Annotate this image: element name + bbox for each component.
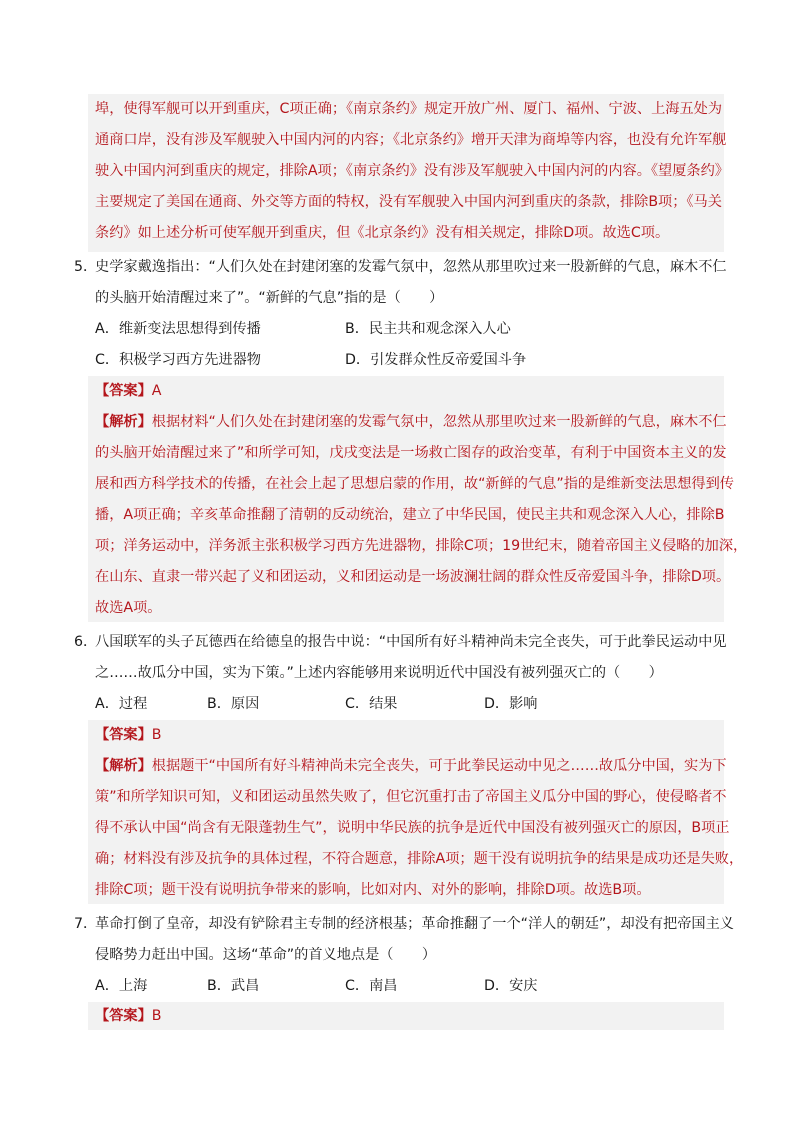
- analysis-line: 在山东、直隶一带兴起了义和团运动，义和团运动是一场波澜壮阔的群众性反帝爱国斗争，排除D项。: [95, 569, 731, 585]
- q4-analysis-line: 埠，使得军舰可以开到重庆，C项正确；《南京条约》规定开放广州、厦门、福州、宁波、上海五处为: [95, 101, 723, 117]
- option-a: A．过程: [95, 696, 148, 712]
- question-stem: 的头脑开始清醒过来了”。“新鲜的气息”指的是（ ）: [95, 290, 444, 306]
- option-c: C．结果: [345, 696, 398, 712]
- answer-value: A: [151, 383, 162, 399]
- analysis-text: 根据题干“中国所有好斗精神尚未完全丧失，可于此拳民运动中见之……故瓜分中国，实为下: [151, 758, 727, 774]
- analysis-line: 得不承认中国“尚含有无限蓬勃生气”，说明中华民族的抗争是近代中国没有被列强灭亡的原因，B项正: [95, 820, 730, 836]
- analysis-line: 项；洋务运动中，洋务派主张积极学习西方先进器物，排除C项；19世纪末，随着帝国主义侵略的加深，: [95, 538, 748, 554]
- option-a: A．上海: [95, 978, 148, 994]
- analysis-label: 【解析】: [95, 414, 152, 430]
- q6-answer-box: [88, 720, 724, 904]
- answer-label: 【答案】: [95, 727, 152, 743]
- answer-label: 【答案】: [95, 1008, 152, 1024]
- option-b: B．民主共和观念深入人心: [345, 321, 511, 337]
- answer-row: [95, 725, 162, 745]
- question-number: 7．: [74, 916, 98, 932]
- analysis-line: [95, 756, 727, 776]
- analysis-label: 【解析】: [95, 758, 152, 774]
- analysis-text: 根据材料“人们久处在封建闭塞的发霉气氛中，忽然从那里吹过来一股新鲜的气息，麻木不仁: [151, 414, 727, 430]
- option-d: D．引发群众性反帝爱国斗争: [345, 352, 527, 368]
- option-d: D．影响: [484, 696, 538, 712]
- option-b: B．原因: [207, 696, 260, 712]
- question-stem: 之……故瓜分中国，实为下策。”上述内容能够用来说明近代中国没有被列强灭亡的（ ）: [95, 665, 663, 681]
- option-b: B．武昌: [207, 978, 260, 994]
- q4-analysis-line: 条约》如上述分析可使军舰开到重庆，但《北京条约》没有相关规定，排除D项。故选C项。: [95, 225, 670, 241]
- question-stem: 八国联军的头子瓦德西在给德皇的报告中说：“中国所有好斗精神尚未完全丧失，可于此拳民运动中见: [95, 634, 727, 650]
- analysis-line: 策”和所学知识可知，义和团运动虽然失败了，但它沉重打击了帝国主义瓜分中国的野心，使侵略者不: [95, 789, 727, 805]
- option-c: C．南昌: [345, 978, 398, 994]
- question-number: 6．: [74, 634, 98, 650]
- analysis-line: 展和西方科学技术的传播，在社会上起了思想启蒙的作用，故“新鲜的气息”指的是维新变法思想得到传: [95, 476, 734, 492]
- answer-value: B: [151, 1008, 162, 1024]
- question-stem: 史学家戴逸指出：“人们久处在封建闭塞的发霉气氛中，忽然从那里吹过来一股新鲜的气息，麻木不仁: [95, 259, 727, 275]
- analysis-line: [95, 412, 727, 432]
- q4-analysis-line: 通商口岸，没有涉及军舰驶入中国内河的内容；《北京条约》增开天津为商埠等内容，也没有允许军舰: [95, 132, 727, 148]
- q4-analysis-line: 驶入中国内河到重庆的规定，排除A项；《南京条约》没有涉及军舰驶入中国内河的内容。《望厦条约》: [95, 163, 729, 179]
- option-d: D．安庆: [484, 978, 538, 994]
- option-a: A．维新变法思想得到传播: [95, 321, 261, 337]
- analysis-line: 排除C项；题干没有说明抗争带来的影响，比如对内、对外的影响，排除D项。故选B项。: [95, 882, 651, 898]
- analysis-line: 故选A项。: [95, 600, 162, 616]
- analysis-line: 播，A项正确；辛亥革命推翻了清朝的反动统治，建立了中华民国，使民主共和观念深入人心，排除B: [95, 507, 725, 523]
- option-c: C．积极学习西方先进器物: [95, 352, 261, 368]
- q7-answer-box: [88, 1002, 724, 1030]
- answer-value: B: [151, 727, 162, 743]
- question-stem: 革命打倒了皇帝，却没有铲除君主专制的经济根基；革命推翻了一个“洋人的朝廷”，却没有把帝国主义: [95, 916, 734, 932]
- analysis-line: 的头脑开始清醒过来了”和所学可知，戊戌变法是一场救亡图存的政治变革，有利于中国资本主义的发: [95, 445, 727, 461]
- answer-label: 【答案】: [95, 383, 152, 399]
- analysis-line: 确；材料没有涉及抗争的具体过程，不符合题意，排除A项；题干没有说明抗争的结果是成功还是失败，: [95, 851, 744, 867]
- question-stem: 侵略势力赶出中国。这场“革命”的首义地点是（ ）: [95, 947, 437, 963]
- answer-row: [95, 381, 161, 401]
- answer-row: [95, 1006, 162, 1026]
- question-number: 5．: [74, 259, 98, 275]
- q4-analysis-line: 主要规定了美国在通商、外交等方面的特权，没有军舰驶入中国内河到重庆的条款，排除B项；《马关: [95, 194, 722, 210]
